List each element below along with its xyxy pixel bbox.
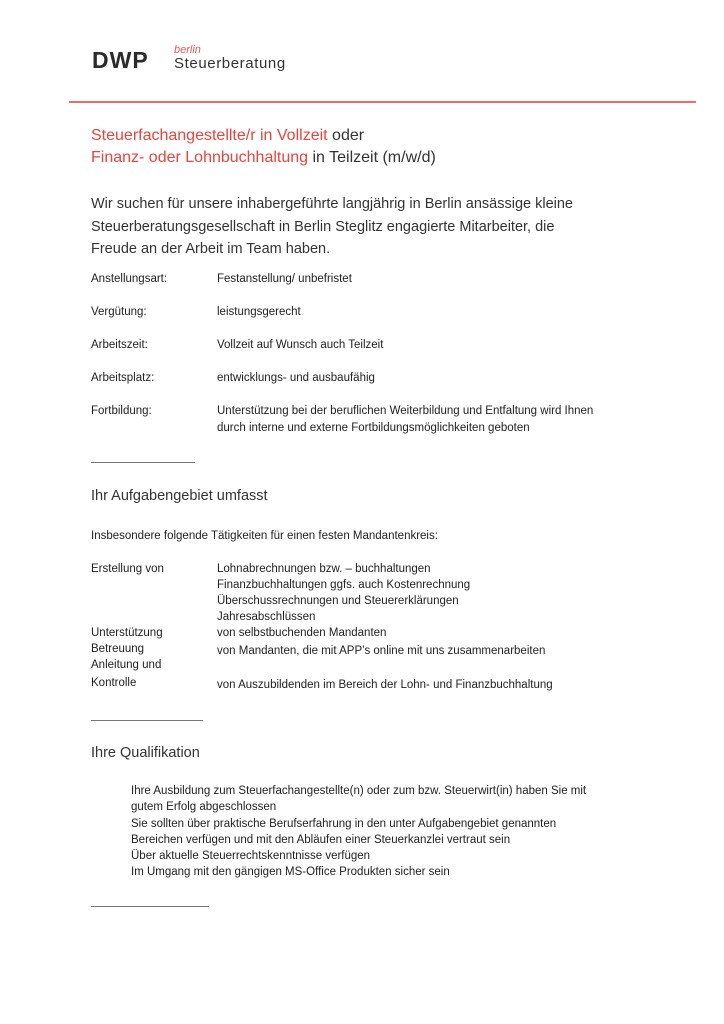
intro-paragraph	[91, 193, 651, 261]
task-label: Kontrolle	[91, 677, 137, 689]
qualification-line: Im Umgang mit den gängigen MS-Office Produkten sicher sein	[131, 866, 450, 879]
logo-subtitle: Steuerberatung	[174, 55, 286, 72]
task-value: Überschussrechnungen und Steuererklärungen	[217, 595, 459, 607]
logo-brand: DWP	[92, 47, 149, 73]
company-logo	[92, 44, 352, 74]
task-value: Jahresabschlüssen	[217, 611, 316, 623]
detail-label: Arbeitsplatz:	[91, 372, 155, 384]
task-label: Anleitung und	[91, 659, 162, 671]
detail-label: Anstellungsart:	[91, 273, 168, 285]
job-title-secondary: Finanz- oder Lohnbuchhaltung	[91, 149, 309, 166]
job-title-line-1	[91, 126, 364, 146]
intro-line: Steuerberatungsgesellschaft in Berlin Steglitz engagierte Mitarbeiter, die	[91, 218, 555, 235]
qualification-line: Ihre Ausbildung zum Steuerfachangestellte(n) oder zum bzw. Steuerwirt(in) haben Sie mit	[131, 785, 587, 797]
section-divider	[91, 906, 209, 907]
task-value: von Mandanten, die mit APP’s online mit uns zusammenarbeiten	[217, 645, 546, 657]
task-label: Erstellung von	[91, 563, 164, 575]
job-title-connector: oder	[332, 127, 365, 144]
section-divider	[91, 720, 203, 721]
task-value: Lohnabrechnungen bzw. – buchhaltungen	[217, 563, 431, 575]
header-divider	[69, 101, 696, 103]
task-label: Unterstützung	[91, 627, 163, 639]
qualification-list	[131, 783, 586, 881]
detail-value: Festanstellung/ unbefristet	[217, 273, 352, 285]
qualification-line: Über aktuelle Steuerrechtskenntnisse verfügen	[131, 850, 371, 863]
task-label: Betreuung	[91, 643, 145, 655]
detail-value: Unterstützung bei der beruflichen Weiterbildung und Entfaltung wird Ihnen	[217, 405, 594, 417]
task-value: Finanzbuchhaltungen ggfs. auch Kostenrechnung	[217, 579, 471, 591]
section-divider	[91, 462, 195, 463]
job-title-suffix: in Teilzeit (m/w/d)	[312, 149, 436, 166]
detail-label: Vergütung:	[91, 306, 147, 318]
task-value: von Auszubildenden im Bereich der Lohn- und Finanzbuchhaltung	[217, 679, 553, 691]
qualification-line: Sie sollten über praktische Berufserfahrung in den unter Aufgabengebiet genannten	[131, 817, 557, 830]
detail-value: Vollzeit auf Wunsch auch Teilzeit	[217, 339, 384, 351]
qualification-section-title: Ihre Qualifikation	[91, 745, 200, 761]
logo-city: berlin	[174, 44, 201, 56]
job-title-line-2	[91, 148, 436, 168]
detail-label: Fortbildung:	[91, 405, 152, 417]
job-title-primary: Steuerfachangestellte/r in Vollzeit	[91, 127, 328, 144]
intro-line: Wir suchen für unsere inhabergeführte langjährig in Berlin ansässige kleine	[91, 196, 573, 212]
detail-value: durch interne und externe Fortbildungsmöglichkeiten geboten	[217, 422, 530, 434]
detail-value: leistungsgerecht	[217, 306, 301, 318]
detail-label: Arbeitszeit:	[91, 339, 148, 351]
intro-line: Freude an der Arbeit im Team haben.	[91, 241, 331, 257]
tasks-section-title: Ihr Aufgabengebiet umfasst	[91, 488, 268, 504]
qualification-line: Bereichen verfügen und mit den Abläufen einer Steuerkanzlei vertraut sein	[131, 833, 511, 846]
detail-value: entwicklungs- und ausbaufähig	[217, 372, 375, 384]
task-value: von selbstbuchenden Mandanten	[217, 627, 387, 639]
qualification-line: gutem Erfolg abgeschlossen	[131, 801, 277, 814]
tasks-intro: Insbesondere folgende Tätigkeiten für einen festen Mandantenkreis:	[91, 530, 438, 542]
